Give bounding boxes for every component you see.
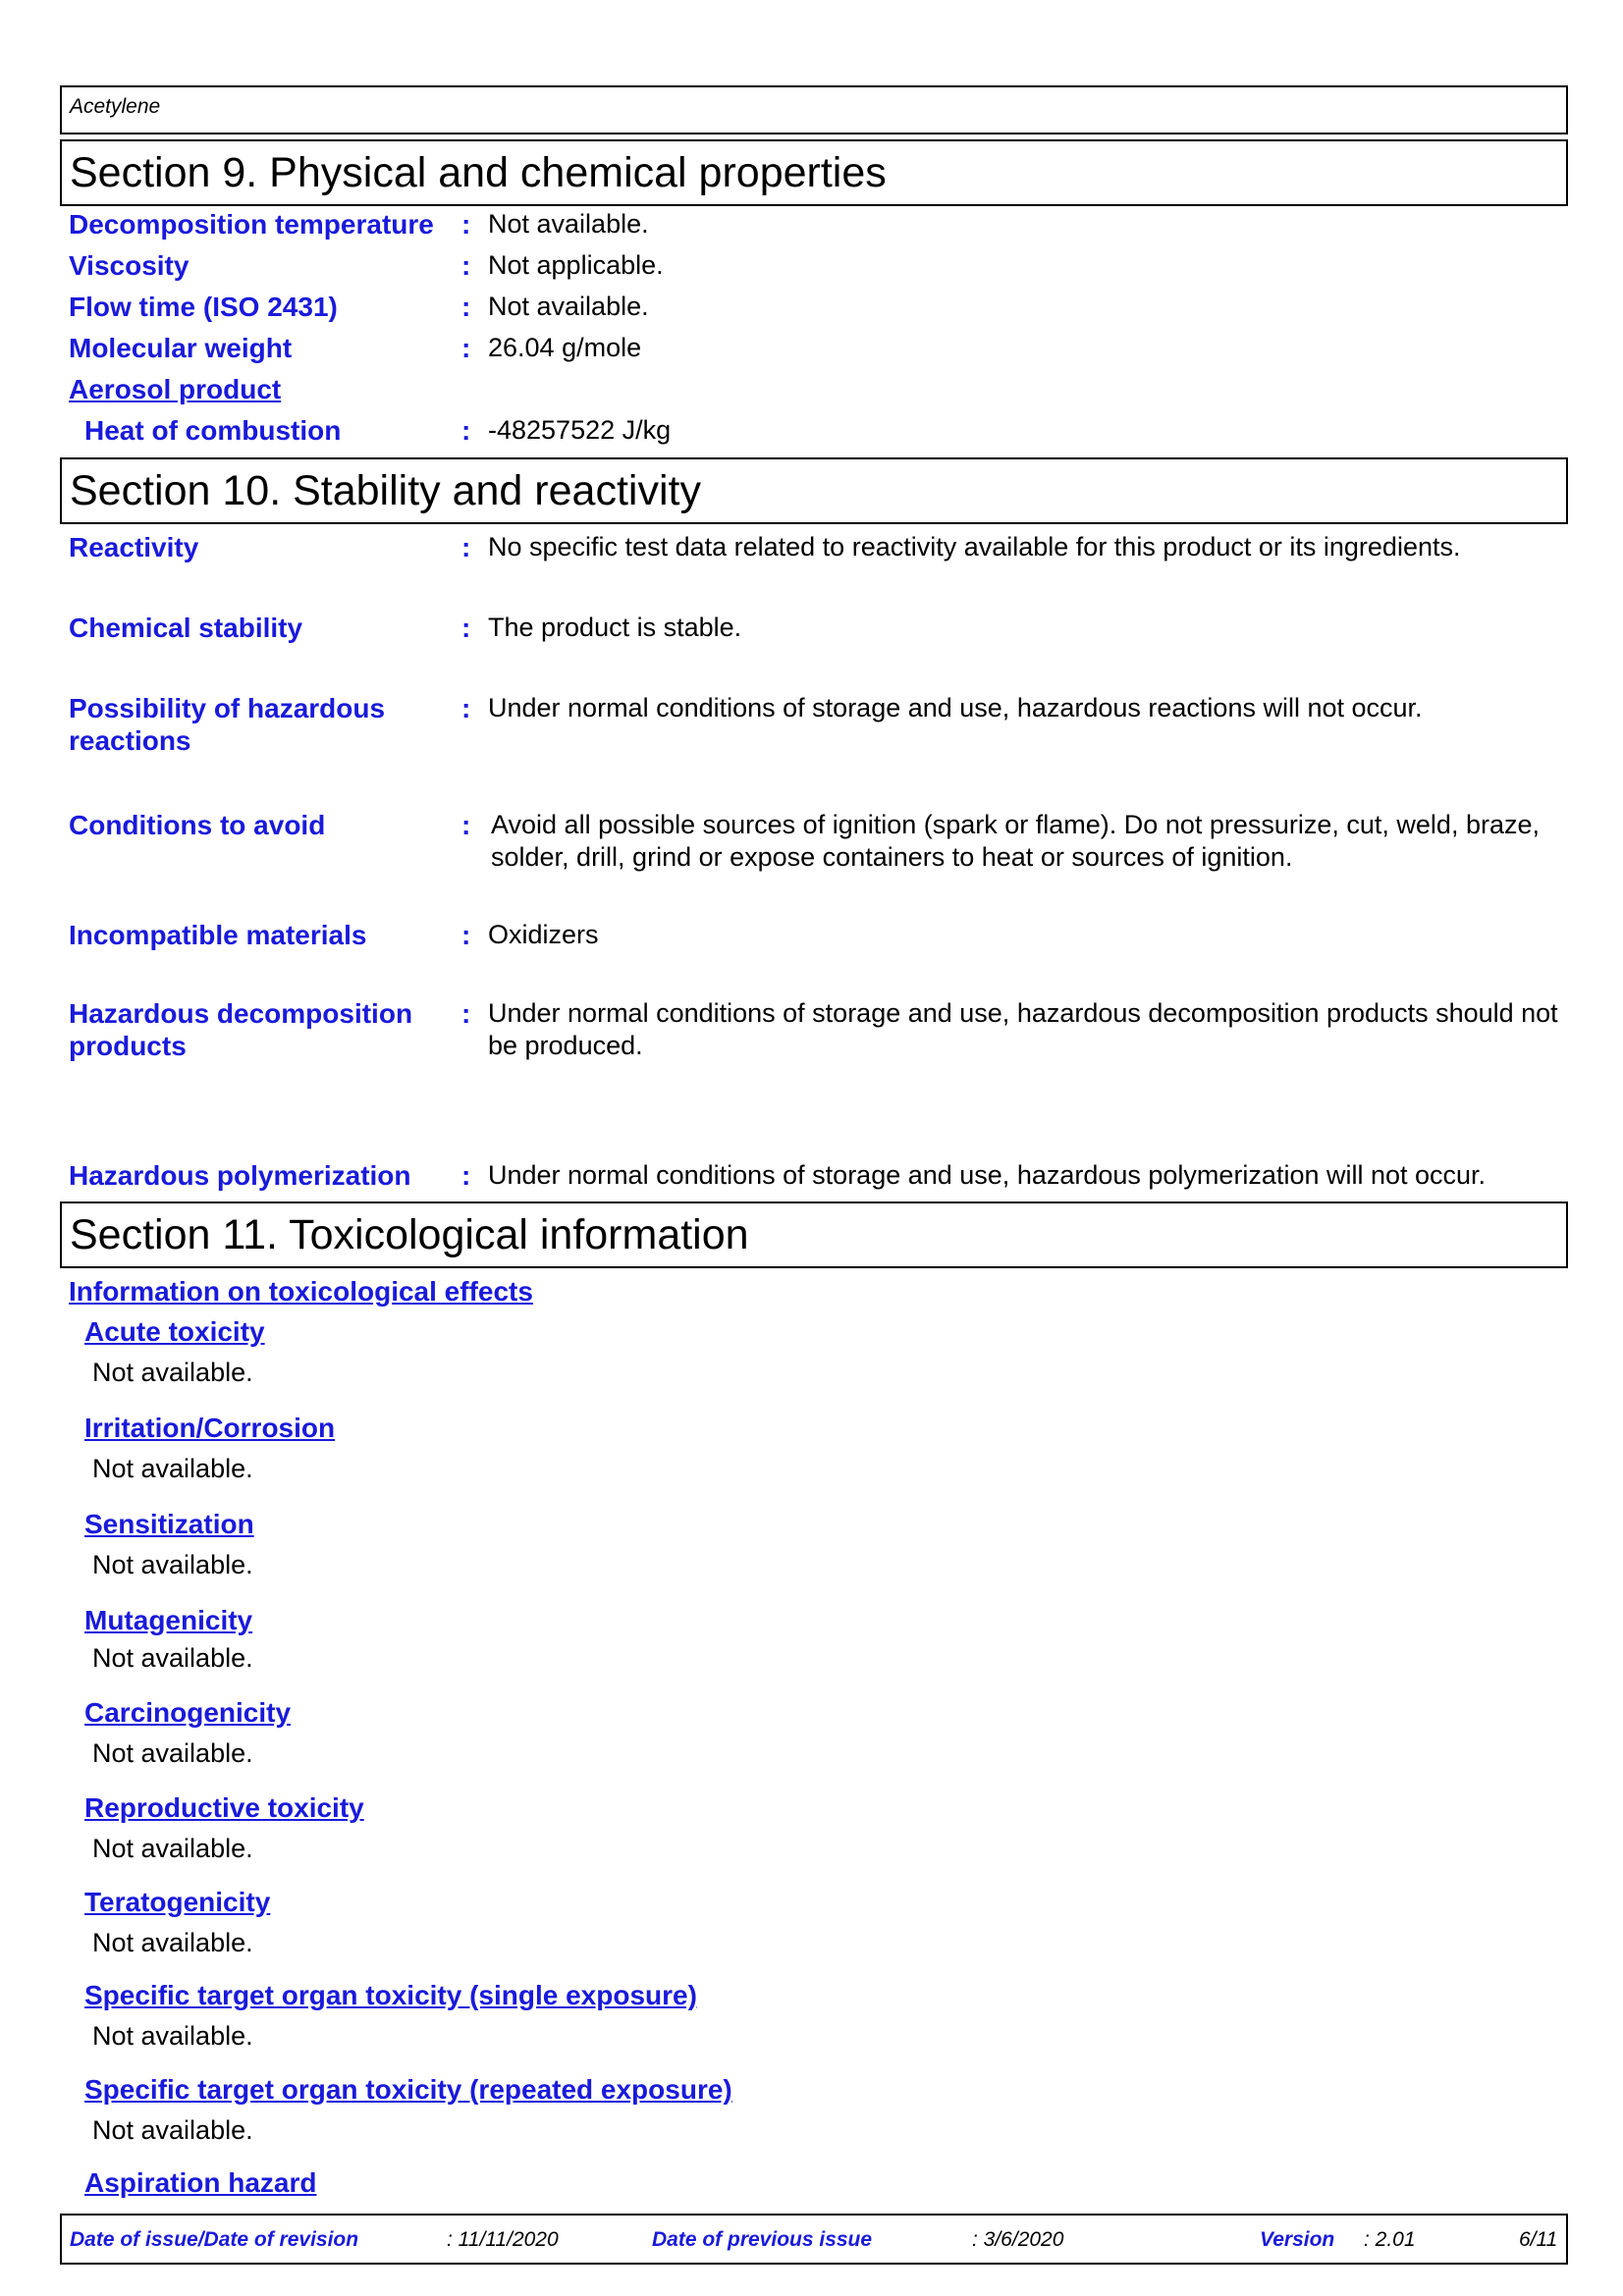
section-9-header bbox=[60, 139, 1568, 206]
property-label: Reactivity bbox=[69, 532, 199, 562]
aspiration-hazard-link[interactable]: Aspiration hazard bbox=[84, 2167, 317, 2198]
property-value: Oxidizers bbox=[488, 920, 599, 949]
aerosol-product-link[interactable]: Aerosol product bbox=[69, 374, 282, 404]
reproductive-toxicity-link[interactable]: Reproductive toxicity bbox=[84, 1792, 364, 1823]
colon-separator: : bbox=[461, 333, 471, 363]
property-label: Viscosity bbox=[69, 250, 189, 281]
sensitization-value: Not available. bbox=[92, 1550, 253, 1579]
colon-separator: : bbox=[461, 920, 471, 950]
colon-separator: : bbox=[461, 292, 471, 322]
property-label: Incompatible materials bbox=[69, 920, 367, 950]
property-value: -48257522 J/kg bbox=[488, 415, 672, 445]
product-name: Acetylene bbox=[70, 95, 161, 118]
colon-separator: : bbox=[461, 613, 471, 643]
property-label: Hazardous decomposition products bbox=[69, 998, 413, 1061]
property-label: Chemical stability bbox=[69, 613, 303, 643]
property-label: Molecular weight bbox=[69, 333, 293, 363]
stot-single-exposure-value: Not available. bbox=[92, 2021, 253, 2051]
property-label: Hazardous polymerization bbox=[69, 1160, 411, 1191]
colon-separator: : bbox=[461, 810, 471, 840]
property-label: Flow time (ISO 2431) bbox=[69, 292, 338, 322]
product-name-box bbox=[60, 85, 1568, 134]
irritation-corrosion-link[interactable]: Irritation/Corrosion bbox=[84, 1413, 336, 1443]
property-value: Under normal conditions of storage and use, hazardous decomposition products should not be produced. bbox=[488, 998, 1558, 1060]
toxicological-effects-link[interactable]: Information on toxicological effects bbox=[69, 1276, 533, 1307]
property-value: Avoid all possible sources of ignition (spark or flame). Do not pressurize, cut, weld, braze, solder, drill, grind or expose containers to heat or sources of ignition. bbox=[491, 810, 1540, 872]
version-label: Version bbox=[1260, 2228, 1335, 2251]
property-value: The product is stable. bbox=[488, 613, 742, 642]
colon-separator: : bbox=[461, 532, 471, 562]
colon-separator: : bbox=[461, 209, 471, 240]
irritation-corrosion-value: Not available. bbox=[92, 1454, 253, 1483]
property-label: Conditions to avoid bbox=[69, 810, 326, 840]
acute-toxicity-link[interactable]: Acute toxicity bbox=[84, 1316, 265, 1347]
section-11-header bbox=[60, 1201, 1568, 1268]
page-footer bbox=[60, 2214, 1568, 2265]
colon-separator: : bbox=[461, 1160, 471, 1191]
colon-separator: : bbox=[461, 998, 471, 1029]
property-value: Not available. bbox=[488, 209, 649, 239]
stot-repeated-exposure-link[interactable]: Specific target organ toxicity (repeated exposure) bbox=[84, 2074, 732, 2105]
property-value: Not applicable. bbox=[488, 250, 664, 280]
mutagenicity-link[interactable]: Mutagenicity bbox=[84, 1605, 253, 1635]
section-9-title: Section 9. Physical and chemical properties bbox=[70, 149, 887, 196]
issue-date-label: Date of issue/Date of revision bbox=[70, 2228, 359, 2251]
carcinogenicity-link[interactable]: Carcinogenicity bbox=[84, 1697, 292, 1728]
colon-separator: : bbox=[461, 693, 471, 723]
property-value: No specific test data related to reactivity available for this product or its ingredients. bbox=[488, 532, 1461, 561]
previous-issue-value: : 3/6/2020 bbox=[972, 2228, 1064, 2251]
property-value: Under normal conditions of storage and use, hazardous polymerization will not occur. bbox=[488, 1160, 1487, 1190]
section-11-title: Section 11. Toxicological information bbox=[70, 1211, 749, 1258]
carcinogenicity-value: Not available. bbox=[92, 1738, 253, 1768]
acute-toxicity-value: Not available. bbox=[92, 1358, 253, 1387]
colon-separator: : bbox=[461, 250, 471, 281]
teratogenicity-link[interactable]: Teratogenicity bbox=[84, 1887, 271, 1917]
issue-date-value: : 11/11/2020 bbox=[447, 2228, 559, 2251]
stot-repeated-exposure-value: Not available. bbox=[92, 2115, 253, 2145]
property-label: Decomposition temperature bbox=[69, 209, 434, 240]
stot-single-exposure-link[interactable]: Specific target organ toxicity (single exposure) bbox=[84, 1980, 697, 2010]
property-value: Under normal conditions of storage and use, hazardous reactions will not occur. bbox=[488, 693, 1423, 722]
page-number: 6/11 bbox=[1519, 2228, 1558, 2251]
version-value: : 2.01 bbox=[1364, 2228, 1416, 2251]
previous-issue-label: Date of previous issue bbox=[652, 2228, 873, 2251]
teratogenicity-value: Not available. bbox=[92, 1928, 253, 1957]
reproductive-toxicity-value: Not available. bbox=[92, 1834, 253, 1863]
mutagenicity-value: Not available. bbox=[92, 1643, 253, 1673]
colon-separator: : bbox=[461, 415, 471, 446]
property-value: 26.04 g/mole bbox=[488, 333, 642, 362]
section-10-header bbox=[60, 457, 1568, 524]
property-label: Heat of combustion bbox=[84, 415, 342, 446]
property-label: Possibility of hazardous reactions bbox=[69, 693, 386, 756]
property-value: Not available. bbox=[488, 292, 649, 321]
sensitization-link[interactable]: Sensitization bbox=[84, 1509, 254, 1539]
section-10-title: Section 10. Stability and reactivity bbox=[70, 467, 701, 514]
